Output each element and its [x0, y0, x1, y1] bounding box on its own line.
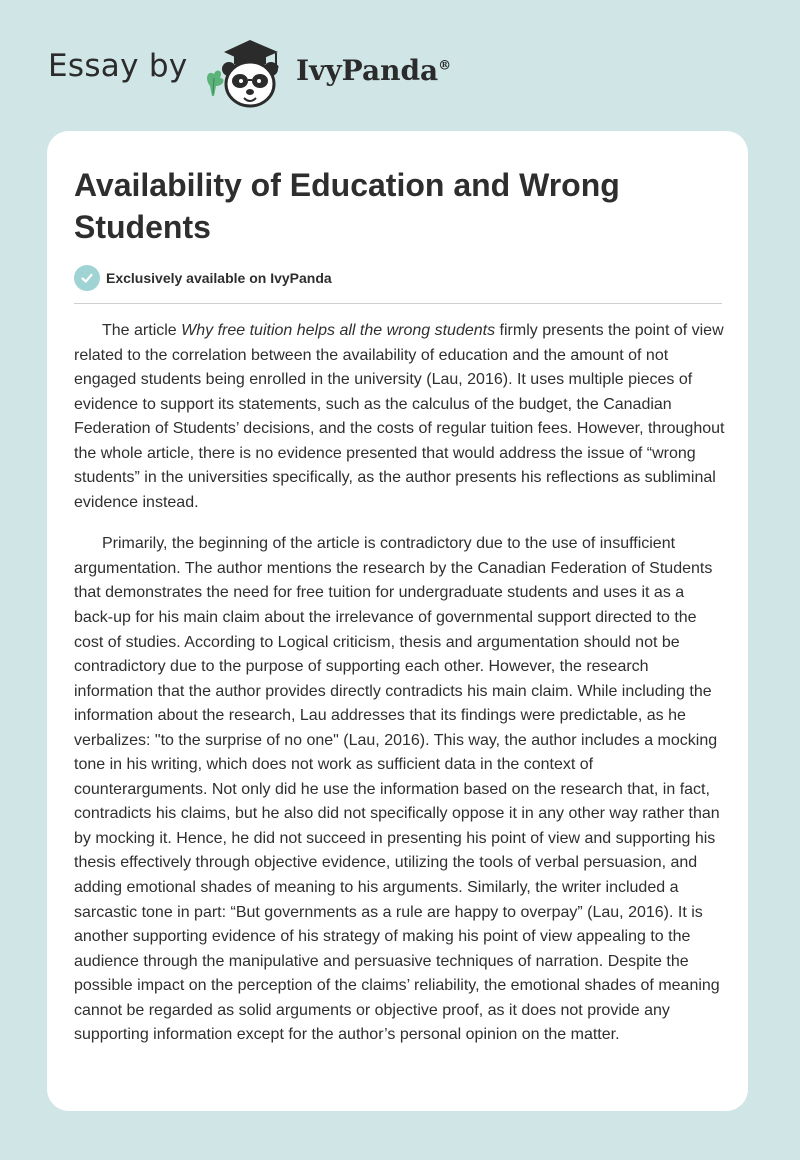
- article-title: Availability of Education and Wrong Students: [74, 167, 620, 245]
- essay-by-label: Essay by: [48, 48, 188, 84]
- divider: [74, 303, 722, 304]
- site-header: [48, 30, 468, 110]
- panda-logo-icon[interactable]: [200, 34, 292, 110]
- article-card: [47, 131, 748, 1111]
- paragraph-1: The article Why free tuition helps all the wrong students firmly presents the point of view related to the correlation between the availability of education and the amount of not engaged students being enrolled in the university (Lau, 2016). It uses multiple pieces of evidence to support its statements, such as the calculus of the budget, the Canadian Federation of Students’ decisions, and the costs of regular tuition fees. However, throughout the whole article, there is no evidence presented that would address the issue of “wrong students” in the universities specifically, as the author presents his reflections as subliminal evidence instead.: [74, 322, 725, 511]
- exclusive-badge-label: Exclusively available on IvyPanda: [106, 270, 332, 286]
- paragraph-2: Primarily, the beginning of the article is contradictory due to the use of insufficient argumentation. The author mentions the research by the Canadian Federation of Students that demonstrates the need for free tuition for undergraduate students and uses it as a back-up for his main claim about the irrelevance of governmental support directed to the cost of studies. According to Logical criticism, thesis and argumentation should not be contradictory due to the purpose of supporting each other. However, the research information that the author provides directly contradicts his main claim. While including the information about the research, Lau addresses that its findings were predictable, as he verbalizes: "to the surprise of no one" (Lau, 2016). This way, the author includes a mocking tone in his writing, which does not work as sufficient data in the context of counterarguments. Not only did he use the information based on the research that, in fact, contradicts his claims, but he also did not specifically oppose it in any other way rather than by mocking it. Hence, he did not succeed in presenting his point of view and supporting his thesis effectively through objective evidence, utilizing the tools of verbal persuasion, and adding emotional shades of meaning to his arguments. Similarly, the writer included a sarcastic tone in part: “But governments as a rule are happy to overpay” (Lau, 2016). It is another supporting evidence of his strategy of making his point of view appealing to the audience through the manipulative and persuasive techniques of narration. Despite the possible impact on the perception of the claims’ reliability, the emotional shades of meaning cannot be regarded as solid arguments or objective proof, as it does not provide any supporting information except for the author’s personal opinion on the matter.: [74, 535, 720, 1044]
- exclusive-badge: [74, 265, 332, 291]
- article-source-title: Why free tuition helps all the wrong students: [181, 322, 496, 339]
- brand-name[interactable]: IvyPanda®: [296, 54, 452, 87]
- article-body: [74, 319, 726, 1065]
- check-circle-icon: [74, 265, 100, 291]
